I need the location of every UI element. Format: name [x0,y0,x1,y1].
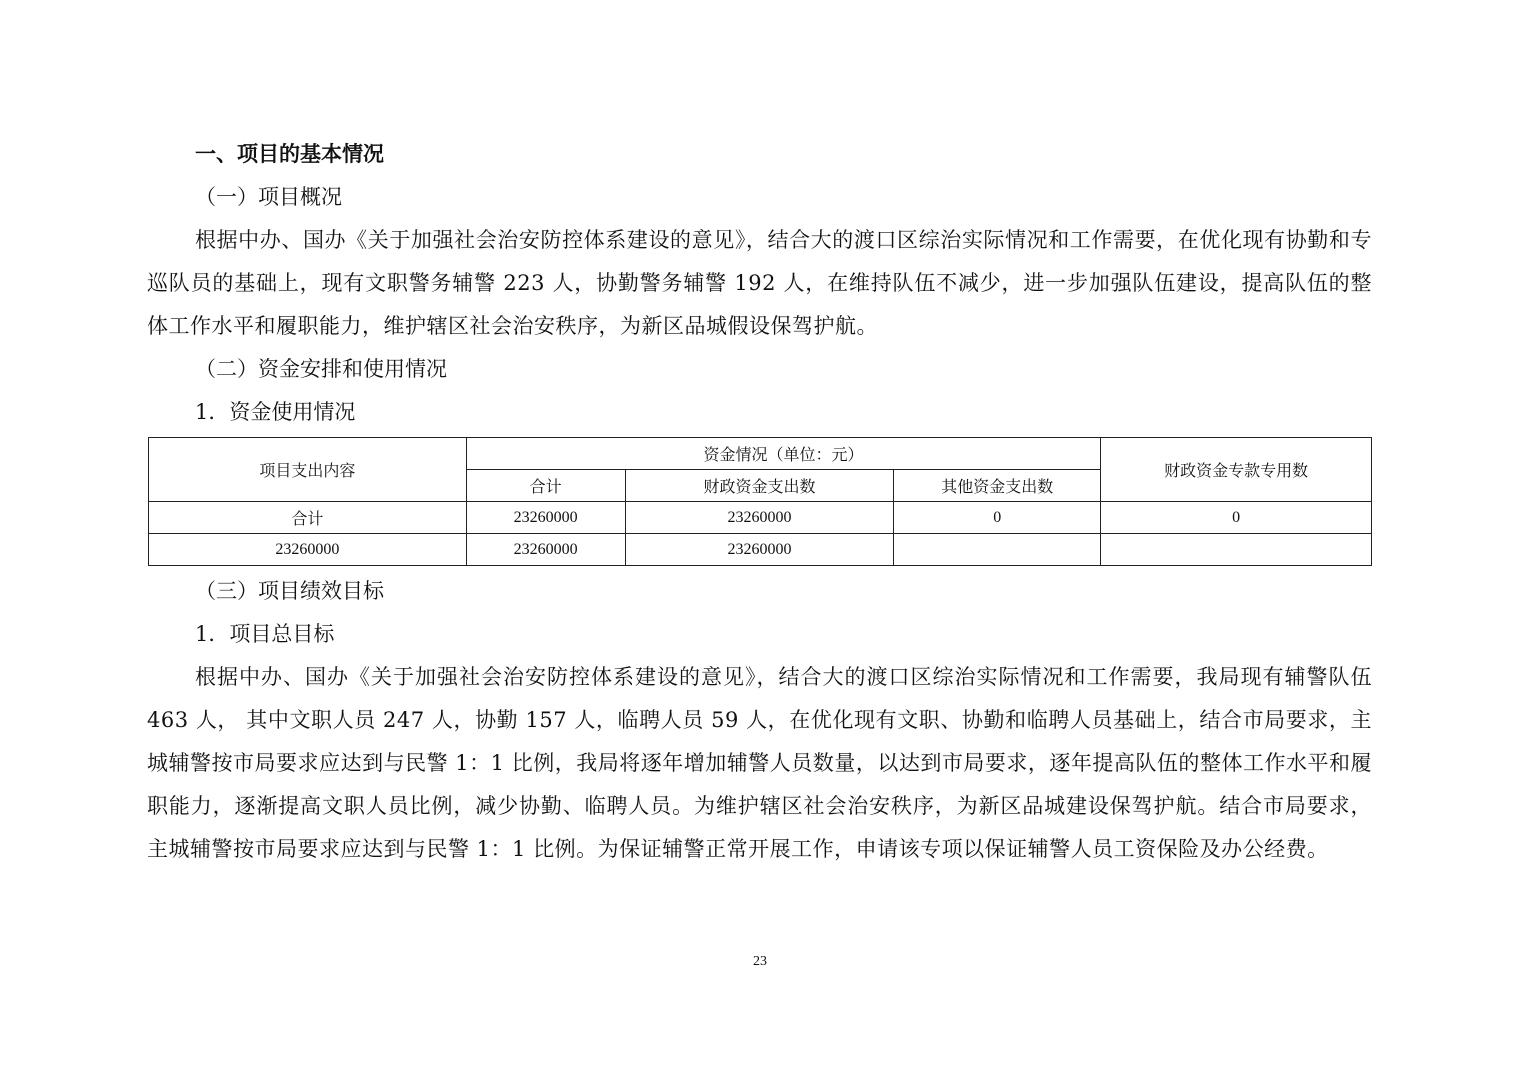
document-body [147,133,1372,871]
table-row [149,534,1372,566]
goal-paragraph: 根据中办、国办《关于加强社会治安防控体系建设的意见》，结合大的渡口区综治实际情况和工作需要，我局现有辅警队伍 463 人， 其中文职人员 247 人，协勤 157 人，临聘人员 59 人，在优化现有文职、协勤和临聘人员基础上，结合市局要求，主城辅警按市局要求应达到与民警 1：1 比例，我局将逐年增加辅警人员数量，以达到市局要求，逐年提高队伍的整体工作水平和履职能力，逐渐提高文职人员比例，减少协勤、临聘人员。为维护辖区社会治安秩序，为新区品城建设保驾护航。结合市局要求，主城辅警按市局要求应达到与民警 1：1 比例。为保证辅警正常开展工作，申请该专项以保证辅警人员工资保险及办公经费。 [147,665,1372,861]
subsection-heading-goals: （三）项目绩效目标 [195,579,384,603]
subsection-heading-funding: （二）资金安排和使用情况 [195,357,447,381]
overview-paragraph: 根据中办、国办《关于加强社会治安防控体系建设的意见》，结合大的渡口区综治实际情况和工作需要，在优化现有协勤和专巡队员的基础上，现有文职警务辅警 223 人，协勤警务辅警 192 人，在维持队伍不减少，进一步加强队伍建设，提高队伍的整体工作水平和履职能力，维护辖区社会治安秩序，为新区品城假设保驾护航。 [147,228,1372,338]
cell-fiscal: 23260000 [625,534,894,566]
item-heading-overall-goal: 1．项目总目标 [195,622,335,646]
subsection-heading-overview: （一）项目概况 [195,185,342,209]
cell-special [1101,534,1372,566]
cell-content: 23260000 [149,534,467,566]
header-content: 项目支出内容 [149,438,467,502]
table-header-row [149,438,1372,470]
page-number: 23 [753,954,767,969]
cell-other [894,534,1101,566]
cell-special: 0 [1101,502,1372,534]
header-total: 合计 [466,470,625,502]
cell-content: 合计 [149,502,467,534]
item-heading-fund-usage: 1．资金使用情况 [195,400,356,424]
cell-other: 0 [894,502,1101,534]
section-heading-basic-info: 一、项目的基本情况 [195,142,384,166]
header-other: 其他资金支出数 [894,470,1101,502]
table-row [149,502,1372,534]
cell-fiscal: 23260000 [625,502,894,534]
header-special: 财政资金专款专用数 [1101,438,1372,502]
fund-usage-table [148,437,1372,566]
cell-total: 23260000 [466,502,625,534]
header-fiscal: 财政资金支出数 [625,470,894,502]
cell-total: 23260000 [466,534,625,566]
header-fund-group: 资金情况（单位：元） [466,438,1100,470]
